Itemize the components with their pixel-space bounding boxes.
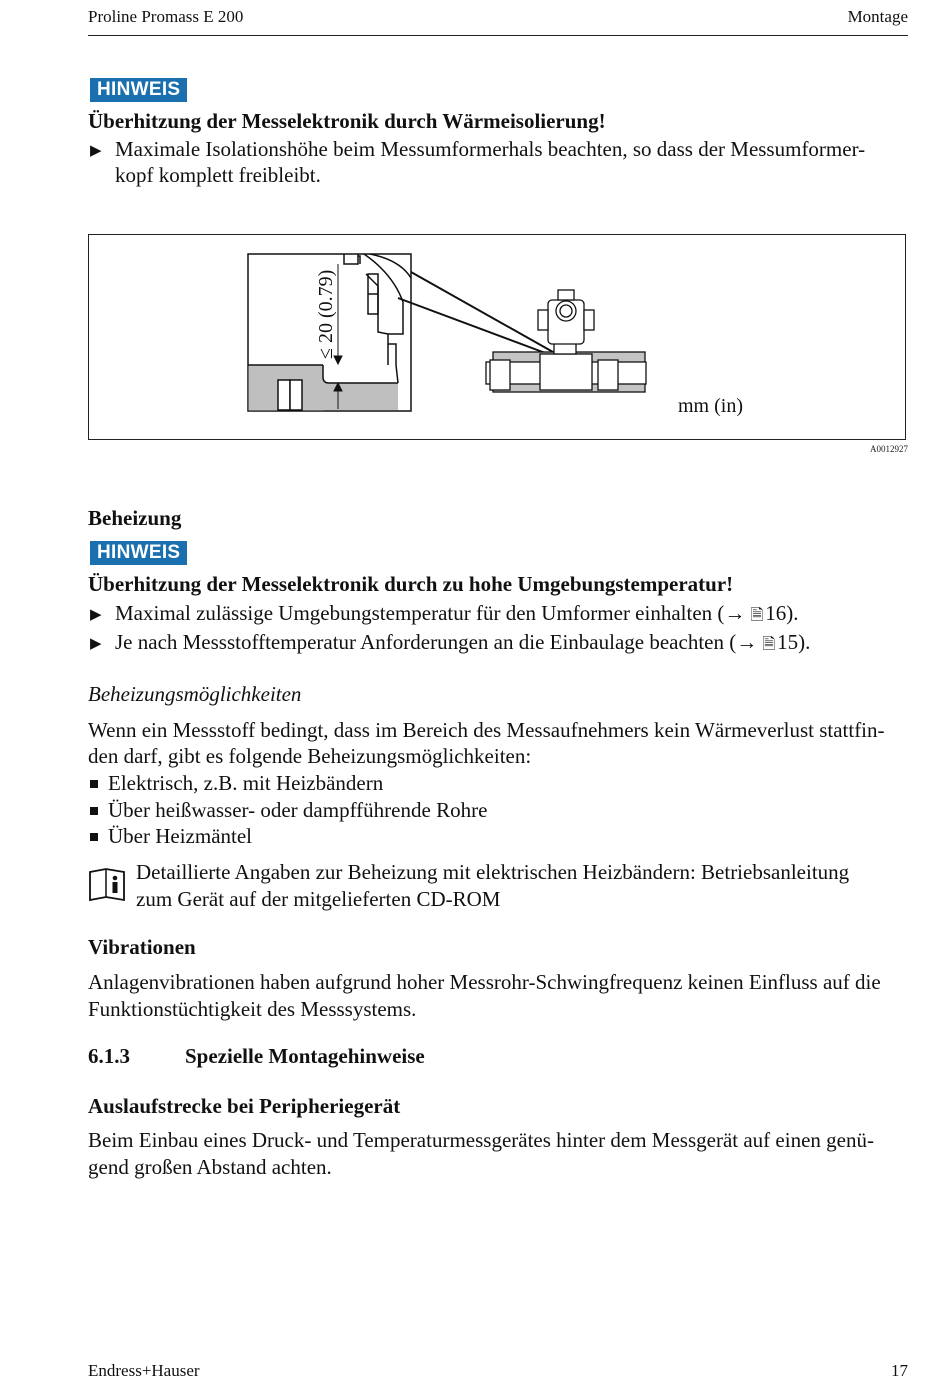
- auslauf-line2: gend großen Abstand achten.: [88, 1155, 332, 1179]
- auslauf-line1: Beim Einbau eines Druck- und Temperaturmessgerätes hinter dem Messgerät auf einen genü-: [88, 1128, 874, 1152]
- list-item: Über Heizmäntel: [108, 824, 253, 848]
- square-bullet-icon: [90, 807, 98, 815]
- beheizung-subheading: Beheizungsmöglichkeiten: [88, 682, 302, 706]
- footer-brand: Endress+Hauser: [88, 1361, 200, 1380]
- header-document-title: Proline Promass E 200: [88, 7, 244, 26]
- book-info-icon: [88, 866, 126, 904]
- info-line2: zum Gerät auf der mitgelieferten CD-ROM: [136, 887, 501, 911]
- notice-title-2: Überhitzung der Messelektronik durch zu hohe Umgebungstemperatur!: [88, 572, 734, 596]
- info-line1: Detaillierte Angaben zur Beheizung mit elektrischen Heizbändern: Betriebsanleitung: [136, 860, 850, 884]
- notice-bullet-1: [115, 600, 905, 629]
- flowmeter-drawing: [486, 290, 646, 392]
- page-icon: 🗎: [750, 607, 764, 624]
- beheizung-heading: Beheizung: [88, 506, 182, 530]
- vibrationen-heading: Vibrationen: [88, 935, 196, 959]
- page-number: 17: [891, 1361, 908, 1380]
- notice-bullet-line2: kopf komplett freibleibt.: [115, 163, 321, 187]
- list-item: Elektrisch, z.B. mit Heizbändern: [108, 771, 384, 795]
- vibrationen-line2: Funktionstüchtigkeit des Messsystems.: [88, 997, 417, 1021]
- notice-badge-2: HINWEIS: [90, 541, 187, 565]
- bullet-text: Maximal zulässige Umgebungstemperatur für den Umformer einhalten (→: [115, 601, 751, 625]
- page-icon: 🗎: [762, 636, 776, 653]
- section-title: Spezielle Montagehinweise: [185, 1044, 425, 1068]
- notice-bullet-2: [115, 629, 905, 658]
- header-divider: [88, 35, 908, 36]
- figure-unit-label: mm (in): [678, 395, 743, 417]
- notice-title: Überhitzung der Messelektronik durch Wärmeisolierung!: [88, 109, 606, 133]
- triangle-bullet-icon: ▶: [90, 636, 102, 652]
- page-reference[interactable]: 16).: [765, 601, 799, 625]
- vibrationen-line1: Anlagenvibrationen haben aufgrund hoher Messrohr-Schwingfrequenz keinen Einfluss auf die: [88, 970, 881, 994]
- beheizung-para-line2: den darf, gibt es folgende Beheizungsmöglichkeiten:: [88, 744, 532, 768]
- beheizung-para-line1: Wenn ein Messstoff bedingt, dass im Bereich des Messaufnehmers kein Wärmeverlust stattfin-: [88, 718, 885, 742]
- auslauf-heading: Auslaufstrecke bei Peripheriegerät: [88, 1094, 401, 1118]
- bullet-text: Je nach Messstofftemperatur Anforderungen an die Einbaulage beachten (→: [115, 630, 763, 654]
- figure-code: A0012927: [870, 444, 908, 454]
- list-item: Über heißwasser- oder dampfführende Rohre: [108, 798, 488, 822]
- triangle-bullet-icon: ▶: [90, 607, 102, 623]
- insulation-height-figure: [88, 234, 906, 440]
- page-reference[interactable]: 15).: [777, 630, 811, 654]
- leader-lines: [398, 272, 553, 354]
- triangle-bullet-icon: ▶: [90, 143, 102, 159]
- section-number: 6.1.3: [88, 1044, 130, 1068]
- dimension-label: ≤ 20 (0.79): [315, 269, 337, 359]
- header-chapter: Montage: [847, 7, 908, 26]
- notice-bullet-line1: Maximale Isolationshöhe beim Messumformerhals beachten, so dass der Messumformer-: [115, 137, 866, 161]
- notice-badge: HINWEIS: [90, 78, 187, 102]
- square-bullet-icon: [90, 780, 98, 788]
- square-bullet-icon: [90, 833, 98, 841]
